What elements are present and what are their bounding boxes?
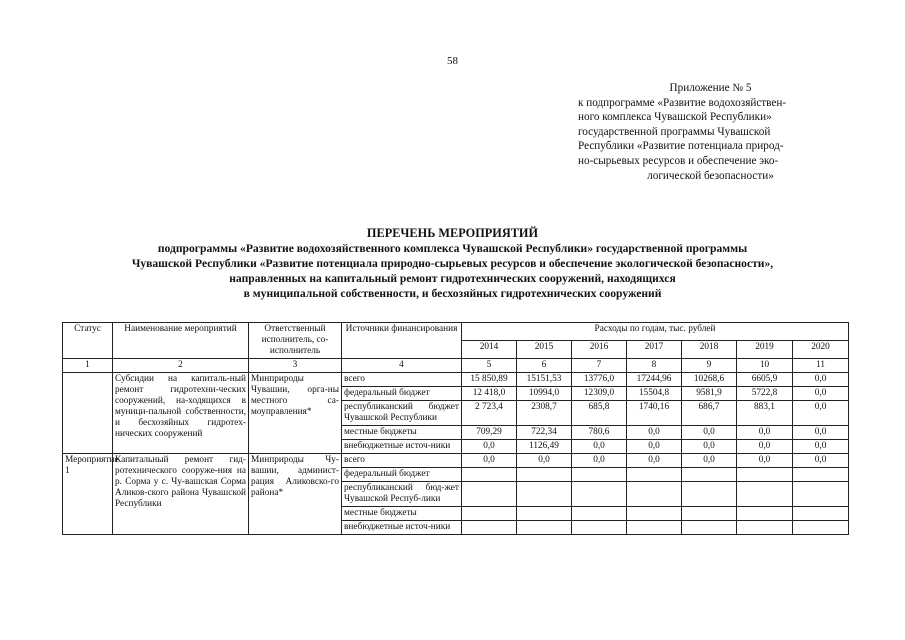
header-year: 2019 [737, 341, 793, 359]
value-cell: 10268,6 [682, 373, 737, 387]
value-cell [462, 482, 517, 507]
value-cell [627, 468, 682, 482]
value-cell [627, 521, 682, 535]
value-cell [572, 468, 627, 482]
row-executor: Минприроды Чувашии, орга-ны местного са-моуправления* [249, 373, 342, 454]
value-cell [682, 521, 737, 535]
value-cell: 15 850,89 [462, 373, 517, 387]
header-status: Статус [63, 323, 113, 359]
value-cell [737, 507, 793, 521]
appendix-line: Приложение № 5 [669, 82, 752, 94]
row-source: федеральный бюджет [342, 387, 462, 401]
value-cell [793, 468, 849, 482]
value-cell: 1740,16 [627, 401, 682, 426]
value-cell: 0,0 [682, 440, 737, 454]
value-cell [737, 521, 793, 535]
value-cell: 0,0 [737, 426, 793, 440]
value-cell: 0,0 [793, 426, 849, 440]
value-cell: 0,0 [793, 401, 849, 426]
value-cell [517, 507, 572, 521]
value-cell: 0,0 [737, 440, 793, 454]
appendix-line: ного комплекса Чувашской Республики» [578, 111, 772, 124]
value-cell [682, 482, 737, 507]
value-cell [793, 507, 849, 521]
value-cell: 6605,9 [737, 373, 793, 387]
column-number: 4 [342, 359, 462, 373]
value-cell [627, 507, 682, 521]
heading-line: направленных на капитальный ремонт гидротехнических сооружений, находящихся [229, 272, 676, 285]
value-cell: 0,0 [627, 440, 682, 454]
value-cell: 0,0 [627, 426, 682, 440]
value-cell: 0,0 [627, 454, 682, 468]
value-cell: 780,6 [572, 426, 627, 440]
value-cell: 722,34 [517, 426, 572, 440]
value-cell [793, 521, 849, 535]
activities-table [62, 322, 849, 535]
value-cell: 12 418,0 [462, 387, 517, 401]
row-source: всего [342, 373, 462, 387]
value-cell: 0,0 [793, 373, 849, 387]
value-cell [572, 507, 627, 521]
row-source: всего [342, 454, 462, 468]
value-cell: 0,0 [572, 440, 627, 454]
value-cell: 0,0 [462, 440, 517, 454]
value-cell [462, 521, 517, 535]
header-year: 2017 [627, 341, 682, 359]
column-number: 3 [249, 359, 342, 373]
table-row [63, 373, 849, 387]
header-expenses: Расходы по годам, тыс. рублей [462, 323, 849, 341]
column-number: 11 [793, 359, 849, 373]
value-cell: 0,0 [462, 454, 517, 468]
column-number: 1 [63, 359, 113, 373]
value-cell: 2 723,4 [462, 401, 517, 426]
appendix-line: к подпрограмме «Развитие водохозяйствен- [578, 96, 787, 109]
value-cell: 709,29 [462, 426, 517, 440]
value-cell: 15151,53 [517, 373, 572, 387]
heading-line: подпрограммы «Развитие водохозяйственного комплекса Чувашской Республики» государственной программы [157, 242, 748, 255]
row-source: внебюджетные источ-ники [342, 521, 462, 535]
table-row [63, 454, 849, 468]
row-source: местные бюджеты [342, 426, 462, 440]
document-title: ПЕРЕЧЕНЬ МЕРОПРИЯТИЙ [366, 226, 539, 240]
value-cell [517, 521, 572, 535]
column-number: 7 [572, 359, 627, 373]
value-cell: 0,0 [572, 454, 627, 468]
row-name: Капитальный ремонт гид-ротехнического сооруже-ния на р. Сорма у с. Чу-вашская Сорма Аликов-ского района Чувашской Республики [113, 454, 249, 535]
value-cell: 0,0 [793, 387, 849, 401]
value-cell: 17244,96 [627, 373, 682, 387]
value-cell [682, 507, 737, 521]
value-cell: 0,0 [793, 440, 849, 454]
value-cell: 9581,9 [682, 387, 737, 401]
value-cell [462, 468, 517, 482]
value-cell [517, 468, 572, 482]
row-name: Субсидии на капиталь-ный ремонт гидротехни-ческих сооружений, на-ходящихся в муници-пальной собственности, и бесхозяйных гидротех-нических сооружений [113, 373, 249, 454]
header-year: 2018 [682, 341, 737, 359]
document-heading [40, 226, 865, 301]
value-cell [682, 468, 737, 482]
heading-line: в муниципальной собственности, и бесхозяйных гидротехнических сооружений [243, 287, 662, 300]
header-name: Наименование мероприятий [113, 323, 249, 359]
row-source: республиканский бюд-жет Чувашской Респуб-лики [342, 482, 462, 507]
value-cell: 685,8 [572, 401, 627, 426]
value-cell [793, 482, 849, 507]
heading-line: Чувашской Республики «Развитие потенциала природно-сырьевых ресурсов и обеспечение экологической безопасности», [131, 257, 774, 270]
value-cell: 12309,0 [572, 387, 627, 401]
row-source: федеральный бюджет [342, 468, 462, 482]
column-number: 8 [627, 359, 682, 373]
value-cell: 0,0 [737, 454, 793, 468]
header-executor: Ответственный исполнитель, со-исполнитель [249, 323, 342, 359]
appendix-note [578, 81, 843, 183]
column-number: 10 [737, 359, 793, 373]
row-source: республиканский бюджет Чувашской Республики [342, 401, 462, 426]
value-cell: 10994,0 [517, 387, 572, 401]
row-source: местные бюджеты [342, 507, 462, 521]
header-year: 2016 [572, 341, 627, 359]
column-number: 9 [682, 359, 737, 373]
appendix-line: логической безопасности» [647, 169, 774, 182]
column-number: 2 [113, 359, 249, 373]
header-year: 2015 [517, 341, 572, 359]
value-cell [737, 468, 793, 482]
row-status [63, 373, 113, 454]
value-cell: 0,0 [793, 454, 849, 468]
value-cell [517, 482, 572, 507]
appendix-line: но-сырьевых ресурсов и обеспечение эко- [578, 154, 779, 167]
header-source: Источники финансирования [342, 323, 462, 359]
value-cell: 0,0 [682, 426, 737, 440]
value-cell [462, 507, 517, 521]
value-cell: 2308,7 [517, 401, 572, 426]
row-status: Мероприятие 1 [63, 454, 113, 535]
column-number: 6 [517, 359, 572, 373]
column-number: 5 [462, 359, 517, 373]
value-cell: 15504,8 [627, 387, 682, 401]
value-cell: 5722,8 [737, 387, 793, 401]
value-cell [627, 482, 682, 507]
value-cell: 0,0 [517, 454, 572, 468]
header-year: 2014 [462, 341, 517, 359]
value-cell [572, 521, 627, 535]
row-executor: Минприроды Чу-вашии, админист-рация Аликовско-го района* [249, 454, 342, 535]
header-year: 2020 [793, 341, 849, 359]
page-number: 58 [447, 55, 458, 67]
column-number-row [63, 359, 849, 373]
value-cell: 13776,0 [572, 373, 627, 387]
appendix-line: государственной программы Чувашской [578, 125, 771, 138]
appendix-line: Республики «Развитие потенциала природ- [578, 140, 784, 153]
value-cell: 883,1 [737, 401, 793, 426]
row-source: внебюджетные источ-ники [342, 440, 462, 454]
value-cell: 686,7 [682, 401, 737, 426]
value-cell [572, 482, 627, 507]
value-cell [737, 482, 793, 507]
value-cell: 1126,49 [517, 440, 572, 454]
value-cell: 0,0 [682, 454, 737, 468]
